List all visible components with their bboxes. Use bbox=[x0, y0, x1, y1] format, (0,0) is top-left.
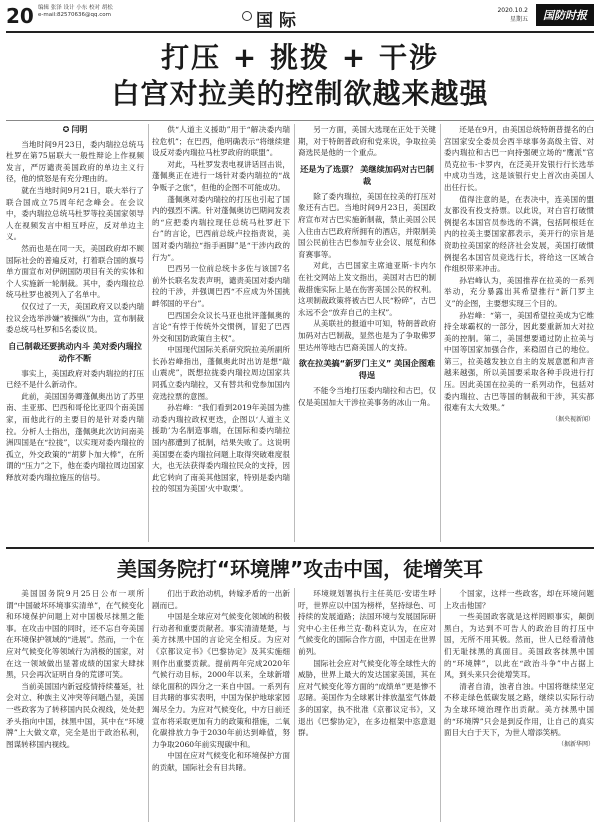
article2-column-2 bbox=[152, 588, 290, 774]
column-divider bbox=[148, 124, 149, 542]
paragraph: 对此，马杜罗发表电视讲话回击说，蓬佩奥正在进行一场针对委内瑞拉的“战争贩子之旅”，但他的企图不可能成功。 bbox=[152, 159, 290, 192]
issue-weekday: 星期五 bbox=[509, 16, 528, 23]
headline-line2: 白宫对拉美的控制欲越来越强 bbox=[111, 77, 489, 110]
date-block bbox=[476, 6, 528, 24]
source-credit: （据央视新闻） bbox=[551, 415, 594, 423]
headline-rule bbox=[6, 120, 594, 121]
column-divider bbox=[148, 588, 149, 822]
subheading: 欲在拉美搞“新罗门主义” 美国企图难得逞 bbox=[298, 358, 436, 381]
paragraph: 中国是全球应对气候变化领域的积极行动者和重要贡献者。事实清清楚楚，与美方抹黑中国的言论完全相反。为应对《京都议定书》《巴黎协定》及其实施细则作出重要贡献。提前两年完成2020年气候行动目标，2000年以来，全球新增绿化面积的四分之一来自中国。一系列有目共睹的事实表明，中国为保护地球家园竭尽全力。为应对气候变化，中方日前还宣布将采取更加有力的政策和措施，二氧化碳排放力争于2030年前达到峰值，努力争取2060年前实现碳中和。 bbox=[152, 612, 290, 749]
masthead bbox=[6, 4, 594, 30]
paragraph: 对此，古巴国家主席迪亚斯-卡内尔在社交网站上发文指出，美国对古巴的制裁措施实际上是在伤害美国公民的权利。这项制裁政策将被古巴人民“粉碎”，古巴永远不会“放弃自己的主权”。 bbox=[298, 261, 436, 317]
byline-author: 闫明 bbox=[71, 125, 88, 134]
article1-column-4 bbox=[444, 124, 594, 425]
paragraph: 中国在应对气候变化和环境保护方面的贡献，国际社会有目共睹。 bbox=[152, 751, 290, 772]
article2-headline[interactable]: 美国务院打“环境牌”攻击中国，徒增笑耳 bbox=[116, 557, 484, 581]
paragraph: 国际社会应对气候变化等全球性大的威胁，世界上最大的发达国家美国，其在应对气候变化等方面的“成绩单”更是惨不忍睹。美国作为全球累计排放温室气体最多的国家，执不批准《京都议定书》，又退出《巴黎协定》，在多边框架中恣意退群。 bbox=[298, 658, 436, 738]
paragraph: 蓬佩奥对委内瑞拉的打压也引起了国内的强烈不满。针对蓬佩奥访巴期间发表的“应把委内瑞拉现任总统马杜罗赶下台”的言论，巴西前总统卢拉指责说，美国对委内瑞拉“指手画脚”是“干涉内政的行为”。 bbox=[152, 194, 290, 262]
paragraph: 供“人道主义援助”用于“解决委内瑞拉危机”；在巴西，他明确表示“将继续建设反对委内瑞拉马杜罗政府的联盟”。 bbox=[152, 125, 290, 158]
star-icon: ✪ bbox=[62, 125, 70, 134]
column-divider bbox=[294, 588, 295, 822]
paragraph: 仅仅过了一天，美国政府又以委内瑞拉议会选举涉嫌“被操纵”为由，宣布制裁委总统马杜罗和5名委议员。 bbox=[6, 301, 144, 335]
byline bbox=[6, 124, 144, 136]
paragraph: 除了委内瑞拉，美国在拉美的打压对象还有古巴。当地时间9月23日，美国政府宣布对古巴实施新制裁，禁止美国公民入住由古巴政府所拥有的酒店，并限制美国公民前往古巴参加专业会议、展览和体育赛事等。 bbox=[298, 191, 436, 259]
editors-line: 编辑 张泽 设计 小东 校对 胡松 bbox=[38, 5, 113, 11]
headline-line1: 打压 + 挑拨 + 干涉 bbox=[161, 41, 439, 74]
section-title: 国际 bbox=[256, 11, 302, 31]
paragraph: 清者自清，浊者自浊。中国将继续坚定不移走绿色低碳发展之路，继续以实际行动为全球环境治理作出贡献。美方抹黑中国的“环境牌”只会是到反作用，让自己的真实面目大白于天下，为世人增添笑柄。 bbox=[444, 681, 594, 738]
paragraph: 从美联社的报道中可知，特朗普政府加码对古巴制裁，显然也是为了争取佛罗里达州等地古巴裔美国人的支持。 bbox=[298, 319, 436, 352]
paragraph: 中国现代国际关系研究院拉美所副所长孙岩峰指出，蓬佩奥此时出访是想“敲山震虎”，既想拉拢委内瑞拉周边国家共同孤立委内瑞拉，又有替共和党参加国内竞选拉票的意图。 bbox=[152, 345, 290, 401]
paragraph: 孙岩峰认为，美国推荐在拉美的一系列举动，充分暴露出其希望推行“新门罗主义”的企图，主要想实现三个目的。 bbox=[444, 275, 594, 308]
source-credit: （据新华网） bbox=[557, 740, 594, 748]
editors-info bbox=[38, 5, 113, 19]
paragraph: 当地时间9月23日，委内瑞拉总统马杜罗在第75届联大一般性辩论上作视频发言，严厉谴责美国政府的单边主义行径，他的愤怒是有充分理由的。 bbox=[6, 139, 144, 184]
masthead-rule bbox=[6, 31, 594, 33]
paragraph: 美国国务院9月25日公布一项所谓“中国破坏环境事实清单”，在气候变化和环境保护问题上对中国极尽抹黑之能事。在攻击中国的同时，还不忘自夸美国在环境保护领域的“进展”。然而，一个在应对气候变化等领域行为消极的国家，对在这一领域做出显著成绩的国家大肆抹黑，只会再次证明自身的荒谬可笑。 bbox=[6, 589, 144, 680]
article1-column-3 bbox=[298, 124, 436, 408]
article1-headline[interactable] bbox=[6, 40, 594, 112]
paper-logo: 国防时报 bbox=[536, 4, 594, 26]
paragraph: 值得注意的是，在表决中，连美国的盟友都没有投支持票。以此说，对白宫打破惯例提名本国官员参选的不满，包括阿根廷在内的拉美主要国家都表示，美开行的宗旨是资助拉美国家的经济社会发展，美国打破惯例提名本国官员竞选行长，将给这一区域合作组织带来冲击。 bbox=[444, 194, 594, 274]
paragraph: 环境规划署执行主任英厄·安诺生呼吁，世界应以中国为榜样，坚持绿色、可持续的发展道路；法国环境与发展国际研究中心主任弗兰克·勒科克认为，在应对气候变化的国际合作方面，中国走在世界前列。 bbox=[298, 589, 436, 656]
article1-column-2 bbox=[152, 124, 290, 495]
article-separator bbox=[6, 547, 594, 549]
paragraph: 不能令当地打压委内瑞拉和古巴，仅仅是美国加大干涉拉美事务的冰山一角。 bbox=[298, 386, 436, 407]
paragraph: 另一方面，美国大选现在正处于关键期，对于特朗普政府和党来说，争取拉美裔选民是他的一个重点。 bbox=[298, 125, 436, 158]
paragraph: 然而也是在同一天，美国政府却不顾国际社会的普遍反对，打着联合国的旗号单方面宣布对伊朗国防项目有关的实体和个人实施新一轮制裁。其中，委内瑞拉总统马杜罗也被列入了名单中。 bbox=[6, 243, 144, 300]
paragraph: 当前美国国内新冠疫情持续蔓延，社会对立、种族主义冲突等问题凸显，美国一些政客为了转移国内民众视线，处处把矛头指向中国，抹黑中国，其中在“环境牌”上大做文章，完全是出于政治私利，图谋转移国内视线。 bbox=[6, 681, 144, 749]
paragraph: 事实上，美国政府对委内瑞拉的打压已经不是什么新动作。 bbox=[6, 368, 144, 390]
paragraph: 孙岩峰：“第一，美国希望拉美成为它维持全球霸权的一部分，因此要重新加大对拉美的控制。第二，美国想要通过防止拉美与中国等国家加强合作，来稳固自己的地位。第三，拉美越发独立自主的发展意愿和声音越来越强，所以美国要采取各种手段进行打压。因此美国在拉美的一系列动作，包括对委内瑞拉、古巴等国的制裁和干涉，其实都很难有太大效果。” bbox=[444, 310, 594, 413]
paragraph: 孙岩峰：“我们看到2019年美国为推动委内瑞拉政权更迭，企图以‘人道主义援助’为名制造事端，在国际和委内瑞拉国内都遭到了抵制，结果失败了。这说明美国要在委内瑞拉问题上取得突破难度很大，也无法获得委内瑞拉民众的支持，因此它转向了南美其他国家，特别是委内瑞拉的邻国为美国‘火中取栗’。 bbox=[152, 403, 290, 494]
article1-column-1 bbox=[6, 124, 144, 484]
paragraph: 巴西另一位前总统卡多佐与该国7名前外长联名发表声明，谴责美国对委内瑞拉的干涉，并强调巴西“不应成为外国挑衅邻国的平台”。 bbox=[152, 264, 290, 308]
paragraph: 们出于政治动机，转嫁矛盾的一出新剧而已。 bbox=[152, 589, 290, 610]
column-divider bbox=[440, 124, 441, 542]
paragraph: 个国家，这样一些政客，却在环境问题上攻击他国？ bbox=[444, 589, 594, 610]
issue-date: 2020.10.2 bbox=[497, 7, 528, 14]
article2-column-4 bbox=[444, 588, 594, 750]
subheading: 还是为了选票？ 美继续加码对古巴制裁 bbox=[300, 163, 434, 186]
article1-body bbox=[6, 124, 594, 544]
subheading: 自己制裁还要挑动内斗 美对委内瑞拉动作不断 bbox=[8, 340, 142, 363]
article2-column-1 bbox=[6, 588, 144, 750]
email-line: e-mail:82570636@qq.com bbox=[38, 12, 111, 18]
article2-column-3 bbox=[298, 588, 436, 739]
paragraph: 还是在9月，由美国总统特朗普提名的白宫国家安全委员会西半球事务高级主管、对委内瑞拉和古巴一向持强硬立场的“鹰派”官员克拉韦-卡罗内，在泛美开发银行行长选举中成功当选，这是该银行史上首次由美国人出任行长。 bbox=[444, 125, 594, 192]
article2-body bbox=[6, 588, 594, 824]
column-divider bbox=[440, 588, 441, 822]
paragraph: 此前，美国国务卿蓬佩奥出访了苏里南、圭亚那、巴西和哥伦比亚四个南美国家，而他此行的主要目的是针对委内瑞拉。分析人士指出，蓬佩奥此次访问南美洲四国是在“拉拢”，以实现对委内瑞拉的孤立，外交政策的“胡萝卜加大棒”，在所谓的“压力”之下，他在委内瑞拉周边国家释放对委内瑞拉施压的信号。 bbox=[6, 391, 144, 483]
page-number: 20 bbox=[6, 4, 34, 28]
paragraph: 一些美国政客就是这样罔顾事实，颠倒黑白，为达到不可告人的政治目的打压中国，无所不用其极。然而，世人已经看清他们无耻抹黑的真面目。美国政客抹黑中国的“环境牌”，以此在“政治斗争”中占据上风，到头来只会徒增笑耳。 bbox=[444, 612, 594, 680]
paragraph: 就在当地时间9月21日，联大举行了联合国成立75周年纪念峰会。在会议中，委内瑞拉总统马杜罗等拉美国家领导人在视频发言中相互呼应，反对单边主义。 bbox=[6, 185, 144, 242]
paragraph: 巴西国会众议长马亚也批评蓬佩奥的言论“有悖于传统外交惯例，冒犯了巴西外交和国防政策自主权”。 bbox=[152, 310, 290, 343]
section-marker-icon bbox=[242, 11, 252, 21]
column-divider bbox=[294, 124, 295, 542]
